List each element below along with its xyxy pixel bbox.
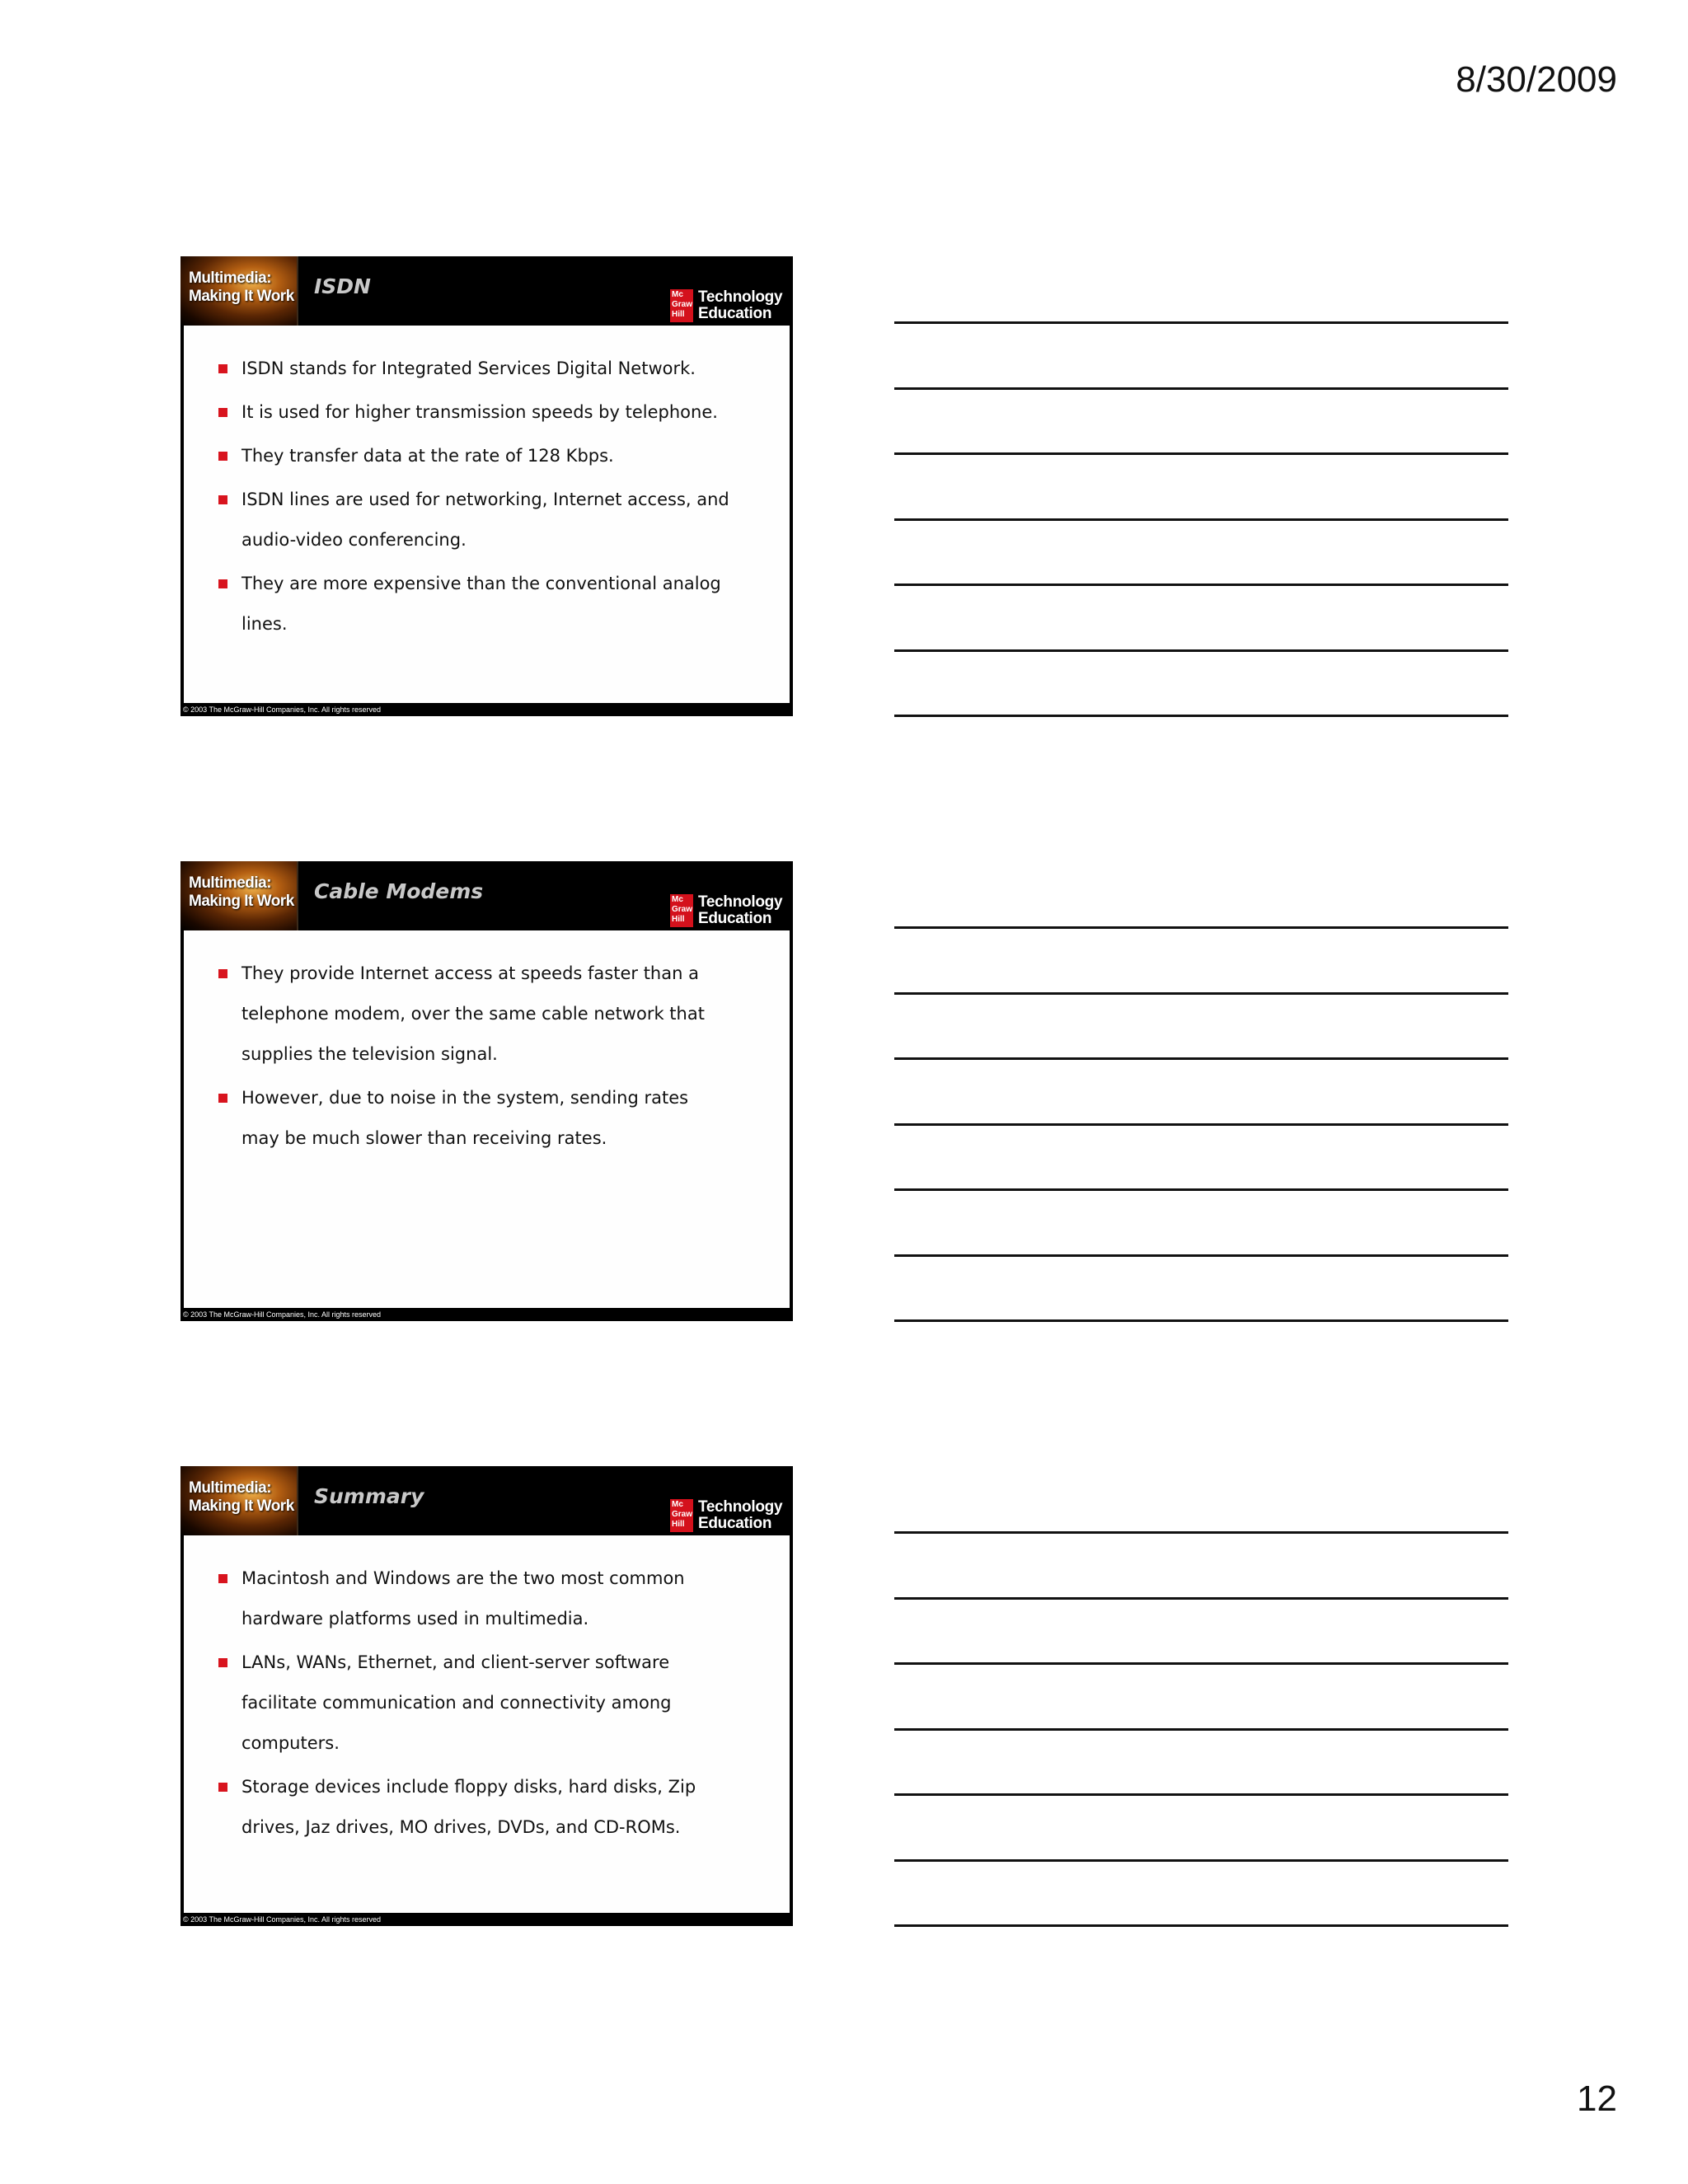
bullet-text: Storage devices include floppy disks, hard disks, Zip drives, Jaz drives, MO drives, DVDs, and CD-ROMs. xyxy=(241,1777,696,1837)
brand-line-1: Multimedia: xyxy=(189,269,272,287)
list-item xyxy=(218,1558,731,1639)
bullet-list xyxy=(184,326,790,644)
list-item xyxy=(218,392,731,433)
list-item xyxy=(218,1078,731,1159)
note-line xyxy=(894,1531,1508,1534)
slide-footer: © 2003 The McGraw-Hill Companies, Inc. All rights reserved xyxy=(183,705,382,714)
bullet-icon xyxy=(218,1658,227,1667)
logo-line-2: Education xyxy=(698,910,772,927)
slide-title: Summary xyxy=(314,1484,424,1508)
bullet-text: Macintosh and Windows are the two most common hardware platforms used in multimedia. xyxy=(241,1568,685,1629)
bullet-icon xyxy=(218,1574,227,1583)
slide-title: Cable Modems xyxy=(314,879,484,903)
bullet-text: LANs, WANs, Ethernet, and client-server software facilitate communication and connectivity among computers. xyxy=(241,1652,672,1753)
slide-header xyxy=(181,1466,793,1535)
bullet-text: ISDN stands for Integrated Services Digital Network. xyxy=(241,359,696,378)
note-line xyxy=(894,1662,1508,1665)
page-number: 12 xyxy=(1577,2079,1617,2119)
mcgraw-hill-logo xyxy=(670,894,790,929)
bullet-text: However, due to noise in the system, sending rates may be much slower than receiving rates. xyxy=(241,1088,689,1148)
logo-text xyxy=(698,894,782,927)
slide-body xyxy=(184,930,790,1308)
note-line xyxy=(894,583,1508,586)
mcgraw-hill-logo-icon: Mc Graw Hill xyxy=(670,894,693,927)
note-line xyxy=(894,1793,1508,1796)
bullet-text: They provide Internet access at speeds faster than a telephone modem, over the same cable network that supplies the television signal. xyxy=(241,963,705,1064)
bullet-text: They transfer data at the rate of 128 Kbps. xyxy=(241,446,614,466)
note-line xyxy=(894,1319,1508,1322)
list-item xyxy=(218,349,731,389)
multimedia-logo xyxy=(181,256,298,326)
bullet-text: ISDN lines are used for networking, Internet access, and audio-video conferencing. xyxy=(241,490,729,550)
brand-line-2: Making It Work xyxy=(189,288,294,305)
logo-text xyxy=(698,289,782,322)
note-line xyxy=(894,452,1508,455)
bullet-icon xyxy=(218,364,227,373)
list-item xyxy=(218,1767,731,1848)
slide-summary xyxy=(181,1466,793,1926)
list-item xyxy=(218,564,731,644)
bullet-icon xyxy=(218,495,227,504)
multimedia-logo xyxy=(181,861,298,930)
note-line xyxy=(894,1254,1508,1257)
note-line xyxy=(894,1123,1508,1126)
note-line xyxy=(894,1188,1508,1191)
bullet-icon xyxy=(218,408,227,417)
bullet-icon xyxy=(218,969,227,978)
note-line xyxy=(894,1057,1508,1060)
page-date: 8/30/2009 xyxy=(1456,59,1617,100)
slide-footer: © 2003 The McGraw-Hill Companies, Inc. All rights reserved xyxy=(183,1915,382,1924)
slide-header xyxy=(181,861,793,930)
logo-line-2: Education xyxy=(698,1515,772,1532)
bullet-list xyxy=(184,1535,790,1848)
slide-cable-modems xyxy=(181,861,793,1321)
slide-title: ISDN xyxy=(314,274,371,298)
bullet-icon xyxy=(218,579,227,588)
note-line xyxy=(894,1859,1508,1862)
list-item xyxy=(218,954,731,1075)
multimedia-logo xyxy=(181,1466,298,1535)
note-line xyxy=(894,387,1508,390)
slide-isdn xyxy=(181,256,793,716)
mcgraw-hill-logo-icon: Mc Graw Hill xyxy=(670,1499,693,1532)
list-item xyxy=(218,436,731,476)
note-line xyxy=(894,1597,1508,1600)
mcgraw-hill-logo xyxy=(670,1499,790,1534)
bullet-icon xyxy=(218,1094,227,1103)
bullet-icon xyxy=(218,1783,227,1792)
mcgraw-hill-logo-icon: Mc Graw Hill xyxy=(670,289,693,322)
logo-line-1: Technology xyxy=(698,288,783,306)
slide-body xyxy=(184,326,790,703)
note-line xyxy=(894,321,1508,324)
note-line xyxy=(894,1924,1508,1927)
note-line xyxy=(894,649,1508,652)
brand-line-1: Multimedia: xyxy=(189,874,272,892)
note-line xyxy=(894,926,1508,929)
logo-text xyxy=(698,1499,782,1532)
slide-header xyxy=(181,256,793,326)
brand-line-2: Making It Work xyxy=(189,1497,294,1515)
bullet-text: They are more expensive than the conventional analog lines. xyxy=(241,574,721,634)
note-line xyxy=(894,1728,1508,1731)
brand-line-1: Multimedia: xyxy=(189,1479,272,1497)
logo-line-2: Education xyxy=(698,305,772,322)
slide-body xyxy=(184,1535,790,1913)
mcgraw-hill-logo xyxy=(670,289,790,324)
bullet-text: It is used for higher transmission speeds by telephone. xyxy=(241,402,718,422)
note-line xyxy=(894,715,1508,717)
note-line xyxy=(894,992,1508,995)
logo-line-1: Technology xyxy=(698,1498,783,1516)
logo-line-1: Technology xyxy=(698,893,783,911)
bullet-icon xyxy=(218,452,227,461)
bullet-list xyxy=(184,930,790,1159)
list-item xyxy=(218,1643,731,1764)
brand-line-2: Making It Work xyxy=(189,893,294,910)
list-item xyxy=(218,480,731,560)
slide-footer: © 2003 The McGraw-Hill Companies, Inc. All rights reserved xyxy=(183,1310,382,1319)
note-line xyxy=(894,518,1508,521)
